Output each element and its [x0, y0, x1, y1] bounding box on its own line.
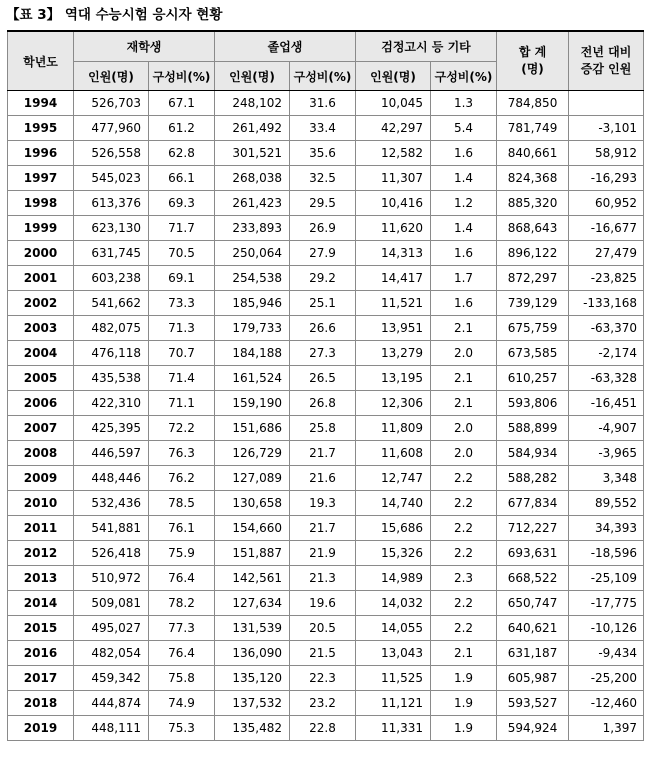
cell-year: 2002	[8, 291, 74, 316]
cell-year: 2014	[8, 591, 74, 616]
cell-year: 1998	[8, 191, 74, 216]
header-total	[497, 31, 569, 91]
cell-change: -16,677	[569, 216, 644, 241]
cell-other-ratio: 1.6	[431, 291, 497, 316]
cell-enrolled-count: 495,027	[74, 616, 149, 641]
cell-enrolled-ratio: 69.3	[149, 191, 215, 216]
cell-graduate-count: 261,492	[215, 116, 290, 141]
cell-graduate-ratio: 21.9	[290, 541, 356, 566]
header-change-line2: 증감 인원	[580, 62, 632, 76]
table-row	[8, 441, 644, 466]
cell-year: 2000	[8, 241, 74, 266]
cell-graduate-count: 135,482	[215, 716, 290, 741]
table-row	[8, 566, 644, 591]
cell-other-ratio: 2.1	[431, 366, 497, 391]
cell-year: 1999	[8, 216, 74, 241]
cell-graduate-count: 137,532	[215, 691, 290, 716]
cell-change	[569, 91, 644, 116]
table-row	[8, 591, 644, 616]
table-row	[8, 666, 644, 691]
cell-enrolled-ratio: 70.5	[149, 241, 215, 266]
cell-graduate-count: 301,521	[215, 141, 290, 166]
cell-change: -25,200	[569, 666, 644, 691]
cell-year: 2012	[8, 541, 74, 566]
table-row	[8, 716, 644, 741]
cell-total: 631,187	[497, 641, 569, 666]
cell-enrolled-count: 448,446	[74, 466, 149, 491]
cell-change: -3,101	[569, 116, 644, 141]
cell-enrolled-ratio: 72.2	[149, 416, 215, 441]
cell-graduate-ratio: 22.3	[290, 666, 356, 691]
table-row	[8, 316, 644, 341]
table-row	[8, 266, 644, 291]
cell-graduate-count: 159,190	[215, 391, 290, 416]
cell-enrolled-ratio: 78.5	[149, 491, 215, 516]
cell-enrolled-ratio: 66.1	[149, 166, 215, 191]
cell-graduate-count: 127,089	[215, 466, 290, 491]
cell-graduate-ratio: 33.4	[290, 116, 356, 141]
table-row	[8, 541, 644, 566]
cell-graduate-count: 131,539	[215, 616, 290, 641]
cell-change: -23,825	[569, 266, 644, 291]
cell-graduate-ratio: 35.6	[290, 141, 356, 166]
cell-enrolled-ratio: 62.8	[149, 141, 215, 166]
cell-year: 2003	[8, 316, 74, 341]
cell-enrolled-count: 541,662	[74, 291, 149, 316]
cell-year: 2009	[8, 466, 74, 491]
cell-other-count: 13,951	[356, 316, 431, 341]
cell-other-count: 14,740	[356, 491, 431, 516]
cell-other-ratio: 2.3	[431, 566, 497, 591]
table-row	[8, 641, 644, 666]
cell-graduate-count: 130,658	[215, 491, 290, 516]
table-row	[8, 491, 644, 516]
cell-total: 739,129	[497, 291, 569, 316]
cell-enrolled-ratio: 76.4	[149, 641, 215, 666]
cell-year: 2004	[8, 341, 74, 366]
cell-total: 896,122	[497, 241, 569, 266]
cell-graduate-ratio: 31.6	[290, 91, 356, 116]
cell-graduate-ratio: 21.3	[290, 566, 356, 591]
cell-change: -4,907	[569, 416, 644, 441]
cell-year: 2017	[8, 666, 74, 691]
cell-graduate-ratio: 25.8	[290, 416, 356, 441]
cell-change: -16,293	[569, 166, 644, 191]
cell-change: -63,328	[569, 366, 644, 391]
cell-enrolled-count: 422,310	[74, 391, 149, 416]
header-enrolled: 재학생	[74, 31, 215, 62]
cell-total: 868,643	[497, 216, 569, 241]
cell-graduate-count: 135,120	[215, 666, 290, 691]
cell-other-ratio: 1.6	[431, 141, 497, 166]
cell-graduate-ratio: 29.2	[290, 266, 356, 291]
cell-enrolled-ratio: 75.8	[149, 666, 215, 691]
cell-enrolled-count: 448,111	[74, 716, 149, 741]
cell-other-count: 12,747	[356, 466, 431, 491]
cell-other-ratio: 2.0	[431, 341, 497, 366]
cell-change: -10,126	[569, 616, 644, 641]
header-graduate-ratio: 구성비(%)	[290, 62, 356, 91]
cell-enrolled-count: 435,538	[74, 366, 149, 391]
cell-enrolled-count: 541,881	[74, 516, 149, 541]
table-row	[8, 366, 644, 391]
cell-graduate-ratio: 21.7	[290, 516, 356, 541]
cell-year: 2015	[8, 616, 74, 641]
table-row	[8, 241, 644, 266]
cell-change: 27,479	[569, 241, 644, 266]
cell-other-count: 11,608	[356, 441, 431, 466]
cell-other-ratio: 1.6	[431, 241, 497, 266]
cell-other-count: 11,809	[356, 416, 431, 441]
cell-year: 2018	[8, 691, 74, 716]
header-graduate-count: 인원(명)	[215, 62, 290, 91]
cell-total: 784,850	[497, 91, 569, 116]
cell-enrolled-ratio: 76.3	[149, 441, 215, 466]
cell-graduate-count: 161,524	[215, 366, 290, 391]
cell-other-ratio: 2.1	[431, 391, 497, 416]
cell-graduate-count: 151,686	[215, 416, 290, 441]
cell-enrolled-ratio: 67.1	[149, 91, 215, 116]
cell-enrolled-ratio: 71.7	[149, 216, 215, 241]
cell-graduate-ratio: 27.9	[290, 241, 356, 266]
cell-other-count: 11,331	[356, 716, 431, 741]
cell-graduate-ratio: 19.3	[290, 491, 356, 516]
cell-enrolled-ratio: 74.9	[149, 691, 215, 716]
table-row	[8, 516, 644, 541]
table-row	[8, 216, 644, 241]
cell-total: 668,522	[497, 566, 569, 591]
table-row	[8, 691, 644, 716]
cell-total: 650,747	[497, 591, 569, 616]
cell-graduate-ratio: 32.5	[290, 166, 356, 191]
cell-year: 1996	[8, 141, 74, 166]
table-row	[8, 191, 644, 216]
cell-total: 712,227	[497, 516, 569, 541]
cell-graduate-ratio: 21.5	[290, 641, 356, 666]
cell-other-count: 14,417	[356, 266, 431, 291]
cell-graduate-count: 154,660	[215, 516, 290, 541]
cell-other-count: 42,297	[356, 116, 431, 141]
cell-other-ratio: 1.3	[431, 91, 497, 116]
cell-total: 840,661	[497, 141, 569, 166]
cell-other-count: 14,032	[356, 591, 431, 616]
cell-change: 34,393	[569, 516, 644, 541]
cell-enrolled-ratio: 71.1	[149, 391, 215, 416]
cell-graduate-ratio: 29.5	[290, 191, 356, 216]
cell-total: 675,759	[497, 316, 569, 341]
cell-other-ratio: 2.1	[431, 641, 497, 666]
cell-graduate-ratio: 20.5	[290, 616, 356, 641]
cell-total: 584,934	[497, 441, 569, 466]
cell-enrolled-ratio: 61.2	[149, 116, 215, 141]
table-title: 【표 3】 역대 수능시험 응시자 현황	[6, 7, 223, 23]
header-enrolled-ratio: 구성비(%)	[149, 62, 215, 91]
cell-graduate-ratio: 26.9	[290, 216, 356, 241]
cell-enrolled-count: 631,745	[74, 241, 149, 266]
cell-other-ratio: 2.0	[431, 441, 497, 466]
cell-graduate-ratio: 26.6	[290, 316, 356, 341]
cell-enrolled-count: 476,118	[74, 341, 149, 366]
cell-year: 2013	[8, 566, 74, 591]
table-row	[8, 616, 644, 641]
cell-other-ratio: 2.0	[431, 416, 497, 441]
cell-other-count: 14,055	[356, 616, 431, 641]
cell-other-ratio: 2.2	[431, 466, 497, 491]
cell-year: 2010	[8, 491, 74, 516]
cell-other-ratio: 2.2	[431, 616, 497, 641]
cell-change: 58,912	[569, 141, 644, 166]
cell-change: 1,397	[569, 716, 644, 741]
cell-graduate-count: 268,038	[215, 166, 290, 191]
cell-other-ratio: 2.2	[431, 516, 497, 541]
cell-enrolled-ratio: 76.2	[149, 466, 215, 491]
cell-year: 1995	[8, 116, 74, 141]
cell-graduate-count: 184,188	[215, 341, 290, 366]
cell-change: -133,168	[569, 291, 644, 316]
cell-graduate-count: 151,887	[215, 541, 290, 566]
cell-change: -63,370	[569, 316, 644, 341]
table-row	[8, 141, 644, 166]
cell-other-ratio: 1.4	[431, 216, 497, 241]
cell-enrolled-count: 603,238	[74, 266, 149, 291]
cell-graduate-count: 185,946	[215, 291, 290, 316]
header-year: 학년도	[8, 31, 74, 91]
cell-graduate-count: 248,102	[215, 91, 290, 116]
cell-other-count: 14,989	[356, 566, 431, 591]
header-change	[569, 31, 644, 91]
cell-other-count: 11,521	[356, 291, 431, 316]
header-enrolled-count: 인원(명)	[74, 62, 149, 91]
cell-other-count: 13,279	[356, 341, 431, 366]
cell-enrolled-ratio: 69.1	[149, 266, 215, 291]
cell-other-count: 10,045	[356, 91, 431, 116]
cell-graduate-ratio: 26.5	[290, 366, 356, 391]
cell-year: 2007	[8, 416, 74, 441]
cell-graduate-count: 142,561	[215, 566, 290, 591]
cell-other-count: 12,582	[356, 141, 431, 166]
cell-change: -17,775	[569, 591, 644, 616]
cell-total: 781,749	[497, 116, 569, 141]
cell-graduate-ratio: 26.8	[290, 391, 356, 416]
cell-graduate-count: 250,064	[215, 241, 290, 266]
cell-graduate-ratio: 27.3	[290, 341, 356, 366]
cell-enrolled-ratio: 71.3	[149, 316, 215, 341]
cell-total: 588,899	[497, 416, 569, 441]
cell-graduate-ratio: 23.2	[290, 691, 356, 716]
table-row	[8, 391, 644, 416]
cell-graduate-ratio: 19.6	[290, 591, 356, 616]
cell-other-count: 12,306	[356, 391, 431, 416]
cell-enrolled-count: 482,075	[74, 316, 149, 341]
cell-enrolled-count: 526,703	[74, 91, 149, 116]
cell-other-ratio: 5.4	[431, 116, 497, 141]
cell-graduate-ratio: 21.6	[290, 466, 356, 491]
cell-enrolled-ratio: 78.2	[149, 591, 215, 616]
cell-other-ratio: 1.7	[431, 266, 497, 291]
cell-total: 824,368	[497, 166, 569, 191]
cell-enrolled-count: 425,395	[74, 416, 149, 441]
cell-graduate-count: 233,893	[215, 216, 290, 241]
cell-total: 673,585	[497, 341, 569, 366]
table-body	[8, 91, 644, 741]
cell-change: -9,434	[569, 641, 644, 666]
cell-graduate-count: 127,634	[215, 591, 290, 616]
cell-enrolled-count: 482,054	[74, 641, 149, 666]
cell-other-count: 11,525	[356, 666, 431, 691]
table-row	[8, 91, 644, 116]
cell-graduate-ratio: 22.8	[290, 716, 356, 741]
cell-total: 677,834	[497, 491, 569, 516]
cell-other-count: 13,043	[356, 641, 431, 666]
cell-total: 610,257	[497, 366, 569, 391]
cell-graduate-ratio: 21.7	[290, 441, 356, 466]
cell-other-count: 14,313	[356, 241, 431, 266]
cell-enrolled-count: 526,558	[74, 141, 149, 166]
cell-other-ratio: 1.2	[431, 191, 497, 216]
cell-other-ratio: 2.2	[431, 491, 497, 516]
cell-year: 2011	[8, 516, 74, 541]
cell-change: -2,174	[569, 341, 644, 366]
applicants-table	[7, 30, 644, 741]
cell-total: 593,806	[497, 391, 569, 416]
table-row	[8, 116, 644, 141]
header-total-line2: (명)	[521, 62, 544, 76]
cell-change: 3,348	[569, 466, 644, 491]
cell-other-ratio: 1.9	[431, 666, 497, 691]
cell-enrolled-count: 509,081	[74, 591, 149, 616]
cell-other-count: 15,326	[356, 541, 431, 566]
cell-total: 605,987	[497, 666, 569, 691]
cell-other-count: 10,416	[356, 191, 431, 216]
cell-other-ratio: 2.2	[431, 591, 497, 616]
cell-total: 593,527	[497, 691, 569, 716]
cell-total: 872,297	[497, 266, 569, 291]
cell-year: 2016	[8, 641, 74, 666]
cell-year: 2005	[8, 366, 74, 391]
header-row-1	[8, 31, 644, 62]
cell-enrolled-ratio: 70.7	[149, 341, 215, 366]
cell-change: -18,596	[569, 541, 644, 566]
cell-graduate-count: 179,733	[215, 316, 290, 341]
cell-year: 2001	[8, 266, 74, 291]
cell-enrolled-count: 623,130	[74, 216, 149, 241]
cell-other-count: 13,195	[356, 366, 431, 391]
cell-enrolled-count: 545,023	[74, 166, 149, 191]
cell-year: 1997	[8, 166, 74, 191]
cell-other-count: 11,121	[356, 691, 431, 716]
cell-enrolled-count: 444,874	[74, 691, 149, 716]
cell-year: 2019	[8, 716, 74, 741]
cell-other-ratio: 1.9	[431, 716, 497, 741]
cell-enrolled-count: 526,418	[74, 541, 149, 566]
cell-change: -3,965	[569, 441, 644, 466]
cell-graduate-count: 136,090	[215, 641, 290, 666]
cell-change: -25,109	[569, 566, 644, 591]
cell-enrolled-count: 532,436	[74, 491, 149, 516]
cell-total: 588,282	[497, 466, 569, 491]
cell-other-ratio: 1.9	[431, 691, 497, 716]
cell-year: 1994	[8, 91, 74, 116]
header-change-line1: 전년 대비	[580, 45, 632, 59]
table-row	[8, 291, 644, 316]
cell-enrolled-ratio: 75.3	[149, 716, 215, 741]
header-total-line1: 합 계	[518, 45, 547, 59]
cell-total: 885,320	[497, 191, 569, 216]
cell-change: -12,460	[569, 691, 644, 716]
cell-enrolled-ratio: 75.9	[149, 541, 215, 566]
cell-total: 693,631	[497, 541, 569, 566]
header-graduate: 졸업생	[215, 31, 356, 62]
cell-enrolled-count: 510,972	[74, 566, 149, 591]
cell-enrolled-ratio: 76.1	[149, 516, 215, 541]
header-other: 검정고시 등 기타	[356, 31, 497, 62]
cell-other-count: 11,620	[356, 216, 431, 241]
cell-total: 594,924	[497, 716, 569, 741]
cell-year: 2006	[8, 391, 74, 416]
cell-total: 640,621	[497, 616, 569, 641]
cell-enrolled-count: 446,597	[74, 441, 149, 466]
table-row	[8, 416, 644, 441]
table-row	[8, 341, 644, 366]
cell-year: 2008	[8, 441, 74, 466]
cell-enrolled-count: 477,960	[74, 116, 149, 141]
cell-graduate-count: 126,729	[215, 441, 290, 466]
cell-graduate-ratio: 25.1	[290, 291, 356, 316]
cell-enrolled-count: 459,342	[74, 666, 149, 691]
cell-change: 60,952	[569, 191, 644, 216]
table-row	[8, 166, 644, 191]
header-other-ratio: 구성비(%)	[431, 62, 497, 91]
cell-enrolled-ratio: 71.4	[149, 366, 215, 391]
cell-graduate-count: 254,538	[215, 266, 290, 291]
cell-other-count: 11,307	[356, 166, 431, 191]
cell-change: -16,451	[569, 391, 644, 416]
cell-other-ratio: 2.2	[431, 541, 497, 566]
cell-enrolled-ratio: 76.4	[149, 566, 215, 591]
cell-other-ratio: 1.4	[431, 166, 497, 191]
cell-other-ratio: 2.1	[431, 316, 497, 341]
cell-enrolled-ratio: 77.3	[149, 616, 215, 641]
cell-enrolled-ratio: 73.3	[149, 291, 215, 316]
cell-change: 89,552	[569, 491, 644, 516]
cell-graduate-count: 261,423	[215, 191, 290, 216]
header-other-count: 인원(명)	[356, 62, 431, 91]
table-row	[8, 466, 644, 491]
cell-other-count: 15,686	[356, 516, 431, 541]
cell-enrolled-count: 613,376	[74, 191, 149, 216]
